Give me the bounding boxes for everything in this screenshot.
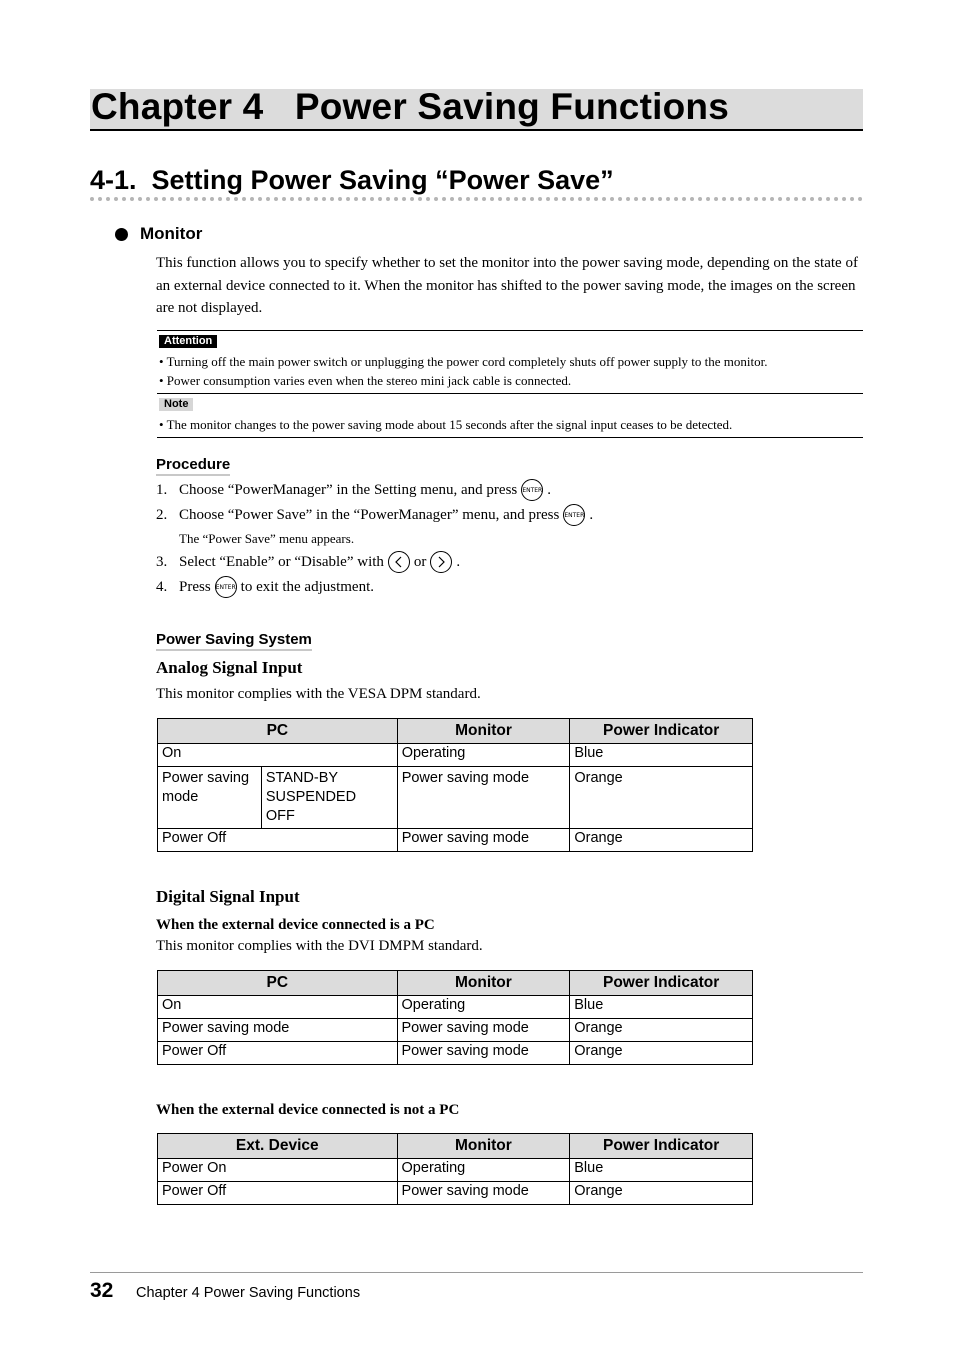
procedure-step-4 — [156, 576, 374, 598]
substate: OFF — [265, 808, 295, 824]
note-bottom-rule — [157, 437, 863, 438]
table-row — [158, 767, 753, 829]
procedure-step-1 — [156, 479, 551, 501]
step-text: Choose “Power Save” in the “PowerManager” menu, and press — [179, 506, 560, 523]
step-text-end: . — [456, 553, 461, 570]
attention-label: Attention — [159, 335, 217, 348]
table-cell: Blue — [570, 1159, 753, 1182]
step-number: 1. — [156, 481, 168, 498]
attention-item: • Power consumption varies even when the stereo mini jack cable is connected. — [159, 373, 572, 388]
analog-power-table — [157, 718, 753, 852]
left-arrow-button-icon — [388, 551, 410, 573]
column-header: PC — [158, 719, 398, 744]
monitor-intro: This function allows you to specify whether to set the monitor into the power saving mode, depending on the state of an external device connected to it. When the monitor has shifted to the power saving mode, the images on the screen are not displayed. — [156, 255, 858, 316]
procedure-step-2 — [156, 504, 593, 526]
table-cell: Operating — [397, 744, 570, 767]
column-header: Power Indicator — [570, 971, 753, 996]
analog-description: This monitor complies with the VESA DPM standard. — [156, 686, 481, 702]
column-header: PC — [158, 971, 398, 996]
attention-item: • Turning off the main power switch or unplugging the power cord completely shuts off power supply to the monitor. — [159, 354, 768, 369]
digital-pc-power-table — [157, 970, 753, 1065]
table-cell: Power Off — [158, 829, 398, 852]
step-text: Choose “PowerManager” in the Setting menu, and press — [179, 481, 518, 498]
table-cell: On — [158, 744, 398, 767]
column-header: Ext. Device — [158, 1134, 398, 1159]
table-row — [158, 1019, 753, 1042]
step-text-end: to exit the adjustment. — [240, 578, 374, 595]
not-pc-subheading: When the external device connected is not a PC — [156, 1102, 460, 1118]
table-cell: Power saving mode — [397, 767, 570, 829]
step-2-note: The “Power Save” menu appears. — [179, 531, 355, 546]
page-number: 32 — [90, 1279, 114, 1302]
table-cell-substates — [261, 767, 397, 829]
table-cell: Power saving mode — [397, 1019, 570, 1042]
step-text-mid: or — [413, 553, 427, 570]
table-cell: Power Off — [158, 1042, 398, 1065]
pc-subheading: When the external device connected is a PC — [156, 917, 435, 933]
table-cell: Power Off — [158, 1182, 398, 1205]
right-arrow-button-icon — [430, 551, 452, 573]
bullet-icon — [115, 228, 128, 241]
table-cell: Operating — [397, 996, 570, 1019]
power-saving-system-heading: Power Saving System — [156, 631, 312, 651]
monitor-heading — [115, 224, 202, 244]
table-row — [158, 829, 753, 852]
step-text-end: . — [589, 506, 594, 523]
step-text: Press — [179, 578, 211, 595]
procedure-step-3 — [156, 551, 460, 573]
enter-button-icon: ENTER — [563, 504, 585, 526]
note-divider — [157, 393, 863, 394]
table-cell: Orange — [570, 767, 753, 829]
table-cell: Power saving mode — [158, 767, 262, 829]
column-header: Power Indicator — [570, 1134, 753, 1159]
substate: STAND-BY — [265, 770, 339, 786]
analog-heading: Analog Signal Input — [156, 658, 303, 677]
table-cell: Power saving mode — [397, 1042, 570, 1065]
attention-box — [157, 330, 863, 432]
table-cell: Power saving mode — [158, 1019, 398, 1042]
enter-button-icon: ENTER — [215, 576, 237, 598]
step-number: 3. — [156, 553, 168, 570]
column-header: Monitor — [397, 971, 570, 996]
ext-device-power-table — [157, 1133, 753, 1205]
table-row — [158, 744, 753, 767]
table-cell: Orange — [570, 829, 753, 852]
table-row — [158, 1159, 753, 1182]
table-header-row — [158, 719, 753, 744]
footer-divider — [90, 1272, 863, 1273]
step-number: 4. — [156, 578, 168, 595]
digital-description: This monitor complies with the DVI DMPM standard. — [156, 938, 483, 954]
table-cell: Power saving mode — [397, 829, 570, 852]
column-header: Power Indicator — [570, 719, 753, 744]
table-cell: Orange — [570, 1019, 753, 1042]
table-row — [158, 1042, 753, 1065]
section-divider — [90, 197, 863, 201]
table-header-row — [158, 1134, 753, 1159]
table-cell: Operating — [397, 1159, 570, 1182]
chapter-title: Chapter 4 Power Saving Functions — [91, 86, 729, 127]
procedure-heading: Procedure — [156, 456, 230, 476]
table-cell: Power On — [158, 1159, 398, 1182]
note-item: • The monitor changes to the power saving mode about 15 seconds after the signal input ceases to be detected. — [159, 417, 733, 432]
table-cell: On — [158, 996, 398, 1019]
table-cell: Power saving mode — [397, 1182, 570, 1205]
table-cell: Blue — [570, 996, 753, 1019]
enter-button-icon: ENTER — [521, 479, 543, 501]
note-label: Note — [159, 398, 193, 411]
substate: SUSPENDED — [265, 789, 357, 805]
footer-chapter-title: Chapter 4 Power Saving Functions — [136, 1285, 361, 1301]
column-header: Monitor — [397, 1134, 570, 1159]
step-text: Select “Enable” or “Disable” with — [179, 553, 384, 570]
step-number: 2. — [156, 506, 168, 523]
chapter-banner — [90, 86, 863, 131]
table-header-row — [158, 971, 753, 996]
monitor-heading-text: Monitor — [140, 224, 203, 243]
table-cell: Orange — [570, 1042, 753, 1065]
table-row — [158, 1182, 753, 1205]
table-row — [158, 996, 753, 1019]
table-cell: Blue — [570, 744, 753, 767]
digital-heading: Digital Signal Input — [156, 887, 300, 906]
section-title: 4-1. Setting Power Saving “Power Save” — [90, 165, 614, 195]
step-text-end: . — [547, 481, 552, 498]
column-header: Monitor — [397, 719, 570, 744]
table-cell: Orange — [570, 1182, 753, 1205]
